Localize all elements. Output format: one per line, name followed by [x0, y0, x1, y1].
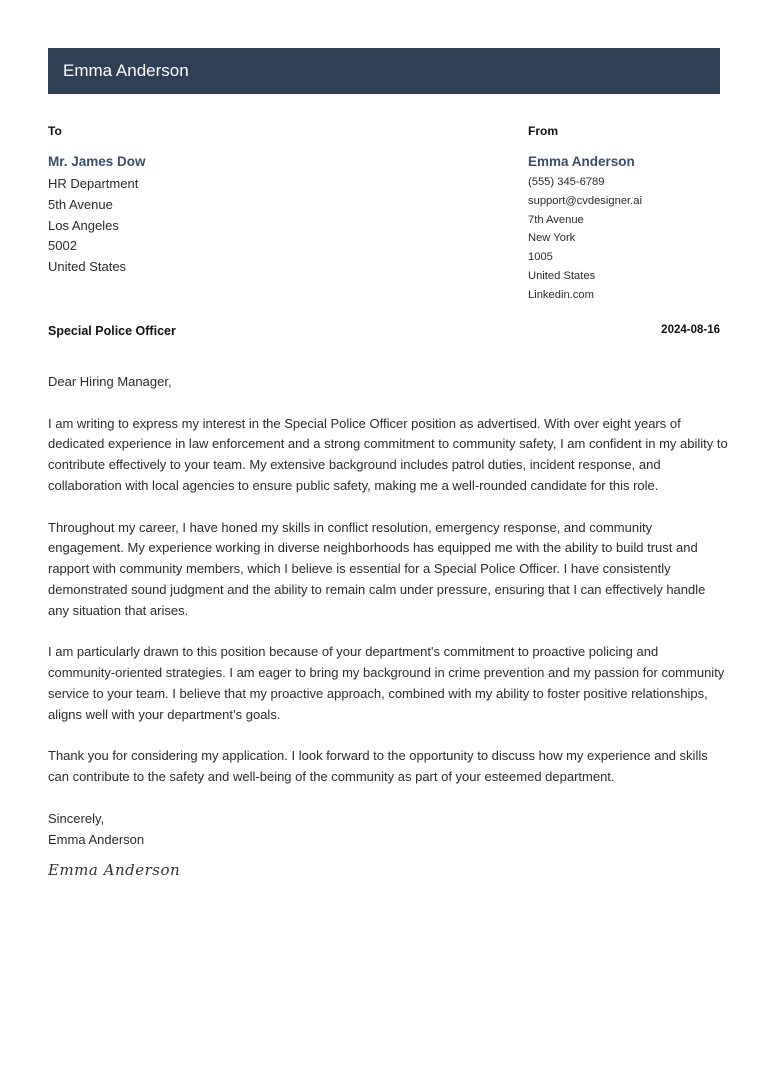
sender-country: United States — [528, 269, 596, 282]
signature: Emma Anderson — [48, 861, 181, 880]
header-name: Emma Anderson — [63, 61, 189, 80]
closing-name: Emma Anderson — [48, 831, 145, 847]
body-paragraph: Thank you for considering my application. I look forward to the opportunity to discuss how my experience and skills can contribute to the safety and well-being of the community as part of your esteemed department. — [48, 748, 708, 785]
body-paragraph: I am particularly drawn to this position because of your department's commitment to proactive policing and community-oriented strategies. I am eager to bring my background in crime prevention and my passion for community service to your team. I believe that my proactive approach, combined with my ability to foster positive relationships, aligns well with your department’s goals. — [48, 644, 725, 722]
to-label: To — [48, 124, 62, 138]
recipient-block — [48, 124, 146, 278]
letter-date: 2024-08-16 — [661, 324, 720, 336]
sender-email: support@cvdesigner.ai — [528, 194, 642, 207]
recipient-country: United States — [48, 259, 127, 275]
letter-body — [48, 372, 728, 881]
closing: Sincerely, — [48, 810, 105, 826]
header-bar — [48, 48, 720, 94]
recipient-street: 5th Avenue — [48, 196, 113, 212]
sender-name: Emma Anderson — [528, 154, 635, 169]
recipient-postal-code: 5002 — [48, 238, 77, 254]
sender-postal-code: 1005 — [528, 251, 553, 264]
recipient-department: HR Department — [48, 176, 139, 191]
sender-street: 7th Avenue — [528, 213, 584, 226]
recipient-name: Mr. James Dow — [48, 154, 146, 169]
sender-phone: (555) 345-6789 — [528, 176, 605, 188]
sender-city: New York — [528, 232, 576, 245]
body-paragraph: I am writing to express my interest in the Special Police Officer position as advertised. With over eight years of dedicated experience in law enforcement and a strong commitment to community safety, I am confident in my ability to contribute effectively to your team. My extensive background includes patrol duties, incident response, and collaboration with local agencies to ensure public safety, making me a well-rounded candidate for this role. — [48, 415, 728, 493]
greeting: Dear Hiring Manager, — [48, 374, 172, 389]
from-label: From — [528, 124, 558, 138]
sender-linkedin: Linkedin.com — [528, 288, 594, 301]
body-paragraph: Throughout my career, I have honed my skills in conflict resolution, emergency response, and community engagement. My experience working in diverse neighborhoods has equipped me with the ability to build trust and rapport with community members, which I believe is essential for a Special Police Officer. I have consistently demonstrated sound judgment and the ability to remain calm under pressure, ensuring that I can effectively handle any situation that arises. — [48, 519, 706, 618]
sender-block — [528, 124, 642, 305]
letter-subject: Special Police Officer — [48, 324, 176, 338]
recipient-city: Los Angeles — [48, 217, 119, 233]
